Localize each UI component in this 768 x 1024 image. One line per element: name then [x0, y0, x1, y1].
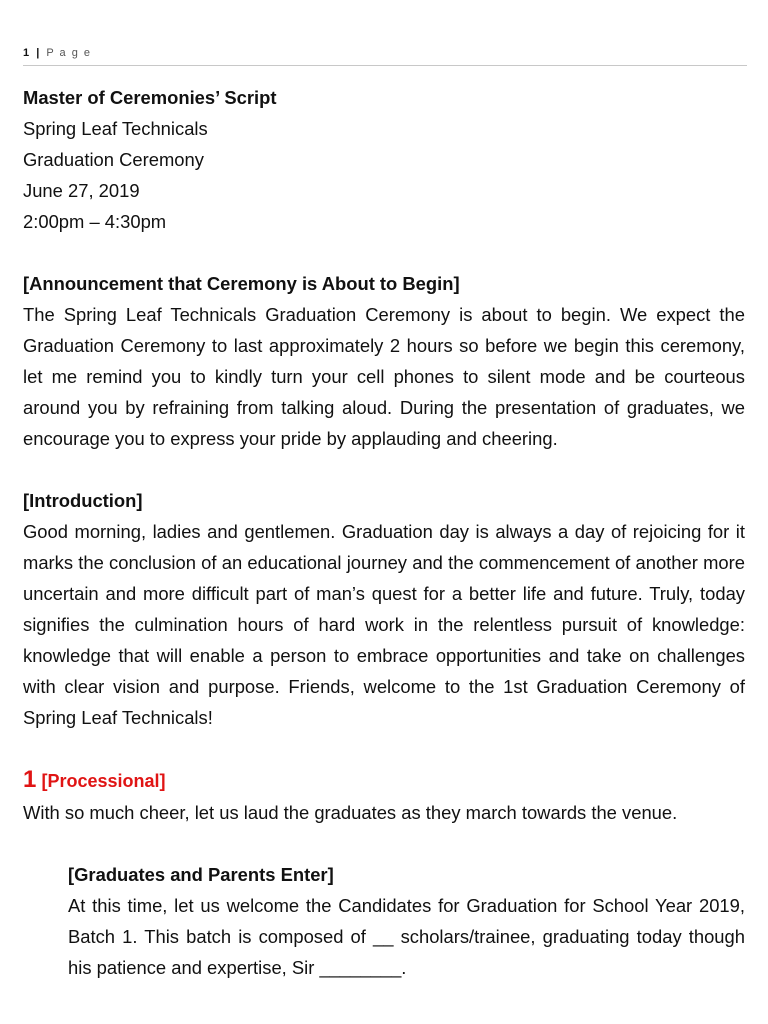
- processional-section: [23, 764, 745, 828]
- processional-text: With so much cheer, let us laud the graduates as they march towards the venue.: [23, 802, 678, 823]
- event-name: Graduation Ceremony: [23, 149, 204, 170]
- introduction-section: [23, 485, 745, 733]
- announcement-section: [23, 268, 745, 454]
- introduction-text: Good morning, ladies and gentlemen. Graduation day is always a day of rejoicing for it marks the conclusion of an educational journey and the commencement of another more uncertain and more difficult part of man’s quest for a better life and future. Truly, today signifies the culmination hours of hard work in the relentless pursuit of knowledge: knowledge that will enable a person to embrace opportunities and take on challenges with clear vision and purpose. Friends, welcome to the 1st Graduation Ceremony of Spring Leaf Technicals!: [23, 521, 745, 728]
- processional-heading: [23, 764, 745, 797]
- event-date: June 27, 2019: [23, 180, 140, 201]
- graduates-enter-section: [23, 859, 745, 983]
- announcement-text: The Spring Leaf Technicals Graduation Ceremony is about to begin. We expect the Graduation Ceremony to last approximately 2 hours so before we begin this ceremony, let me remind you to kindly turn your cell phones to silent mode and be courteous around you by refraining from talking aloud. During the presentation of graduates, we encourage you to express your pride by applauding and cheering.: [23, 304, 745, 449]
- title-block: [23, 82, 745, 237]
- script-title: Master of Ceremonies’ Script: [23, 87, 277, 108]
- page-word: P a g e: [46, 47, 92, 59]
- page-separator: |: [36, 47, 41, 59]
- document-body: [23, 82, 745, 983]
- event-time: 2:00pm – 4:30pm: [23, 211, 167, 232]
- processional-number: 1: [23, 766, 37, 793]
- graduates-enter-heading: [Graduates and Parents Enter]: [68, 864, 334, 885]
- school-name: Spring Leaf Technicals: [23, 118, 208, 139]
- announcement-heading: [Announcement that Ceremony is About to Begin]: [23, 273, 460, 294]
- graduates-enter-text: At this time, let us welcome the Candidates for Graduation for School Year 2019, Batch 1. This batch is composed of __ scholars/trainee, graduating today though his patience and expertise, Sir ________.: [68, 895, 745, 978]
- introduction-heading: [Introduction]: [23, 490, 143, 511]
- processional-label: [Processional]: [41, 771, 166, 791]
- page-header: [23, 47, 747, 66]
- page-number: 1: [23, 47, 31, 59]
